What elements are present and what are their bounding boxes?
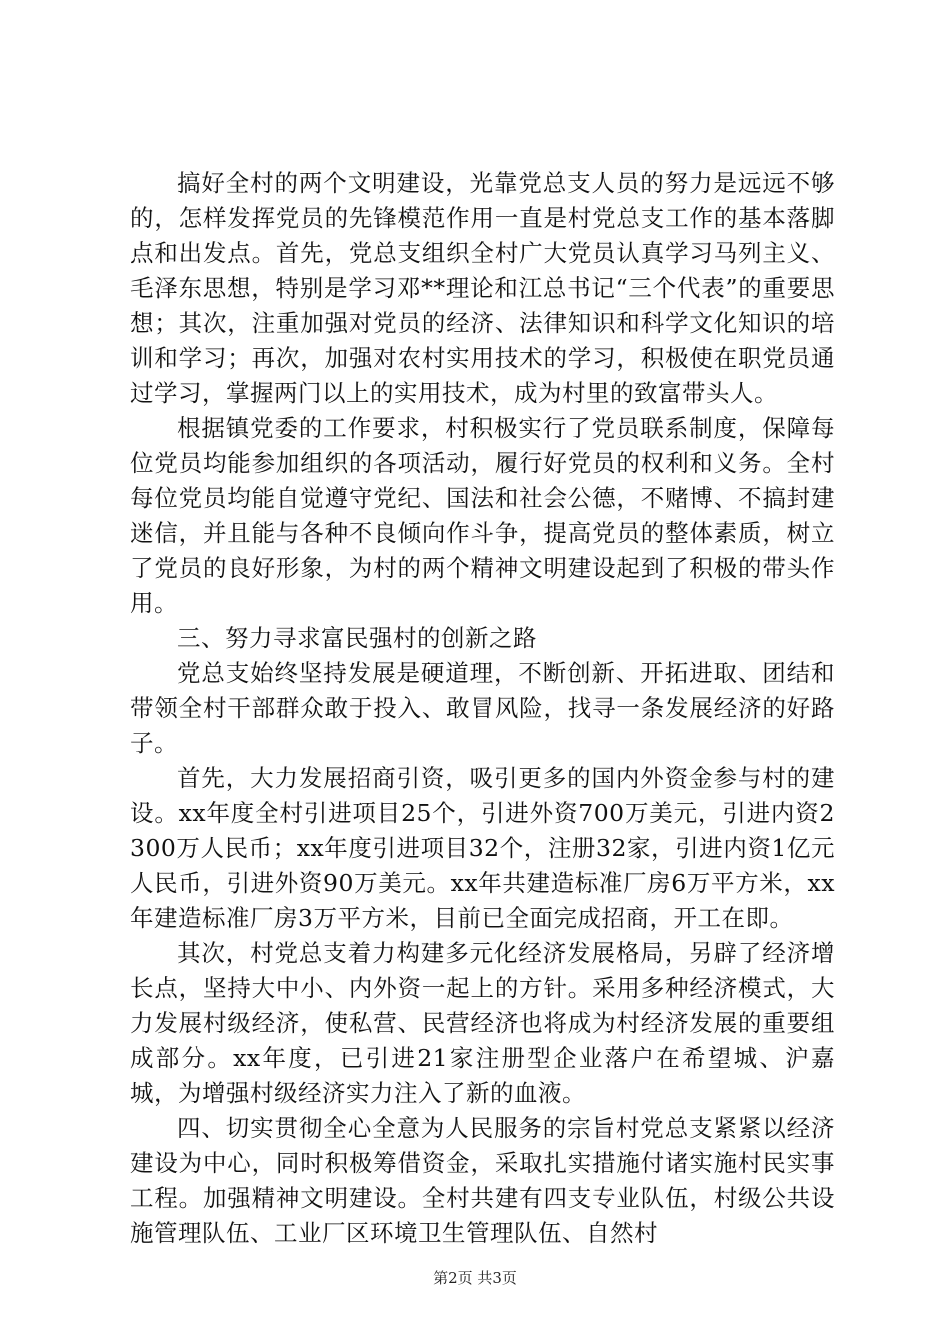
paragraph-development-principle: 党总支始终坚持发展是硬道理，不断创新、开拓进取、团结和带领全村干部群众敢于投入、敢冒风险，找寻一条发展经济的好路子。 [130, 659, 835, 757]
page-number-footer: 第2页 共3页 [433, 1269, 517, 1287]
paragraph-serve-people: 四、切实贯彻全心全意为人民服务的宗旨村党总支紧紧以经济建设为中心，同时积极筹借资金，采取扎实措施付诸实施村民实事工程。加强精神文明建设。全村共建有四支专业队伍，村级公共设施管理队伍、工业厂区环境卫生管理队伍、自然村 [130, 1114, 835, 1247]
paragraph-investment-attraction: 首先，大力发展招商引资，吸引更多的国内外资金参与村的建设。xx年度全村引进项目25个，引进外资700万美元，引进内资2300万人民币；xx年度引进项目32个，注册32家，引进内资1亿元人民币，引进外资90万美元。xx年共建造标准厂房6万平方米，xx年建造标准厂房3万平方米，目前已全面完成招商，开工在即。 [130, 764, 835, 932]
paragraph-member-contact-system: 根据镇党委的工作要求，村积极实行了党员联系制度，保障每位党员均能参加组织的各项活动，履行好党员的权利和义务。全村每位党员均能自觉遵守党纪、国法和社会公德，不赌博、不搞封建迷信，并且能与各种不良倾向作斗争，提高党员的整体素质，树立了党员的良好形象，为村的两个精神文明建设起到了积极的带头作用。 [130, 414, 835, 617]
paragraph-party-member-role: 搞好全村的两个文明建设，光靠党总支人员的努力是远远不够的，怎样发挥党员的先锋模范作用一直是村党总支工作的基本落脚点和出发点。首先，党总支组织全村广大党员认真学习马列主义、毛泽东思想，特别是学习邓**理论和江总书记“三个代表”的重要思想；其次，注重加强对党员的经济、法律知识和科学文化知识的培训和学习；再次，加强对农村实用技术的学习，积极使在职党员通过学习，掌握两门以上的实用技术，成为村里的致富带头人。 [130, 169, 835, 407]
section-heading-innovation: 三、努力寻求富民强村的创新之路 [177, 624, 537, 652]
document-body [130, 166, 835, 1251]
paragraph-diversified-economy: 其次，村党总支着力构建多元化经济发展格局，另辟了经济增长点，坚持大中小、内外资一起上的方针。采用多种经济模式，大力发展村级经济，使私营、民营经济也将成为村经济发展的重要组成部分。xx年度，已引进21家注册型企业落户在希望城、沪嘉城，为增强村级经济实力注入了新的血液。 [130, 939, 835, 1107]
